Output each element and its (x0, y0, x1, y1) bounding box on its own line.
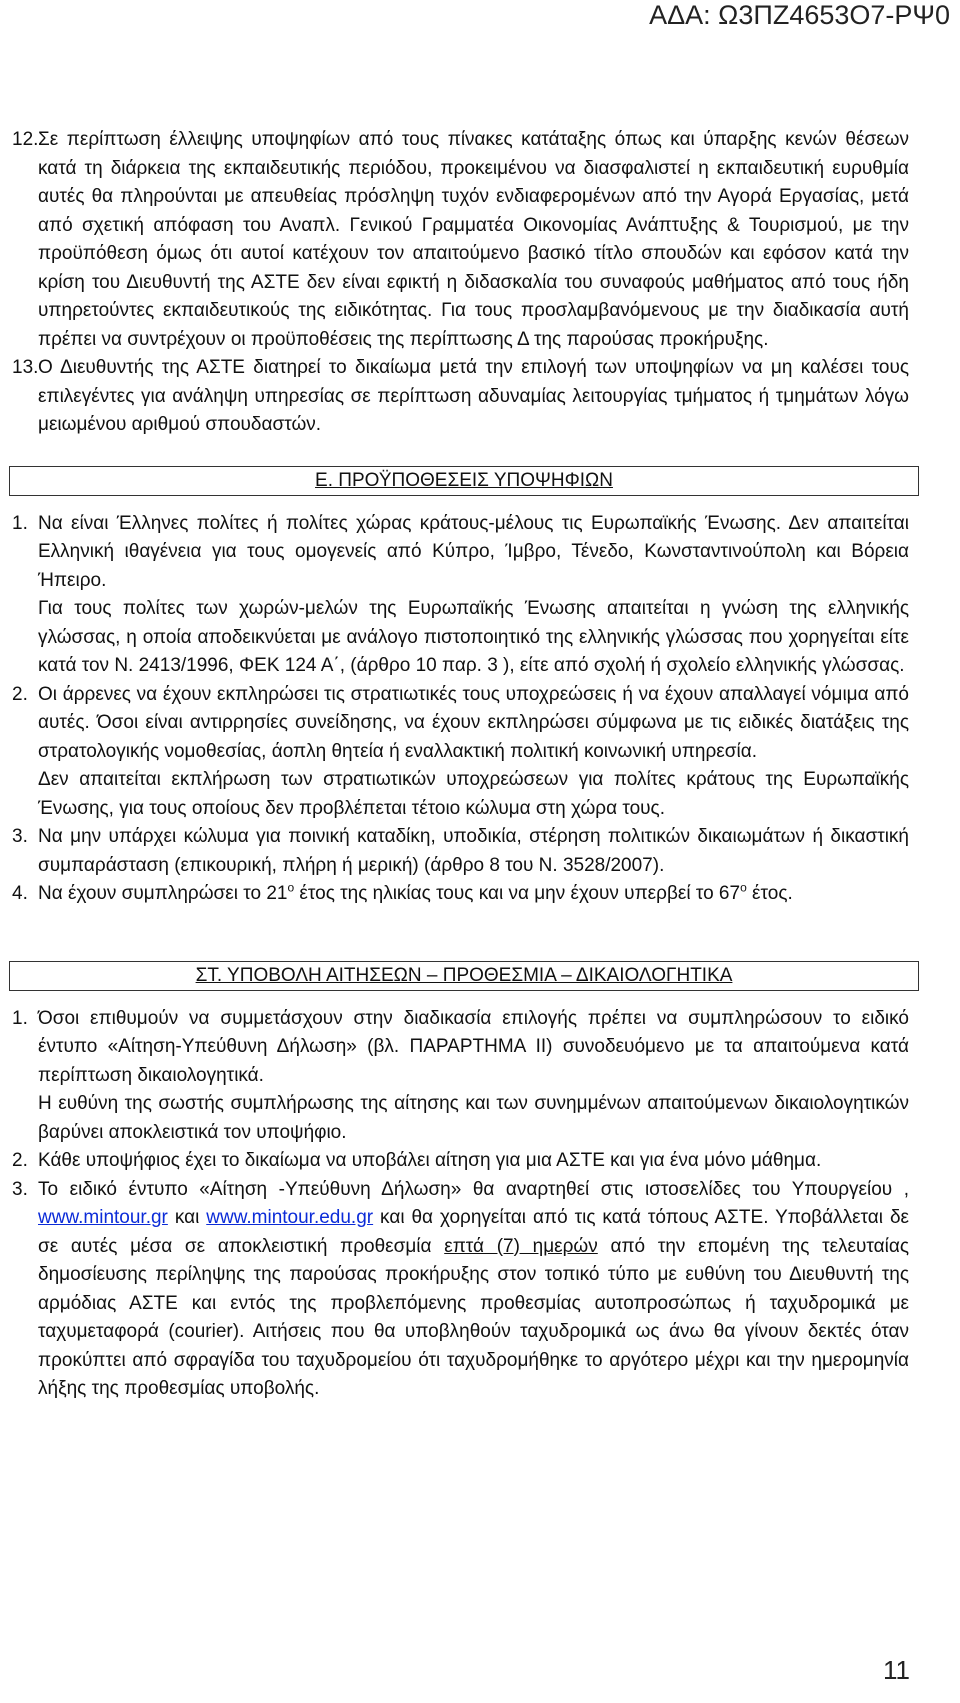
document-body (12, 126, 909, 1404)
item-number: 3. (12, 826, 28, 847)
item-text: Να μην υπάρχει κώλυμα για ποινική καταδίκη, υποδικία, στέρηση πολιτικών δικαιωμάτων ή δικαστική συμπαράσταση (επικουρική, πλήρη ή μερική) (άρθρο 8 του Ν. 3528/2007). (38, 826, 909, 876)
superscript: ο (287, 880, 295, 895)
clause-number: 13. (12, 357, 39, 378)
ada-code: ΑΔΑ: Ω3ΠΖ4653Ο7-ΡΨ0 (649, 0, 950, 30)
item-text: και (167, 1207, 207, 1228)
section-st-title: ΣΤ. ΥΠΟΒΟΛΗ ΑΙΤΗΣΕΩΝ – ΠΡΟΘΕΣΜΙΑ – ΔΙΚΑΙΟΛΟΓΗΤΙΚΑ (195, 964, 733, 986)
section-st-list (12, 1005, 909, 1404)
section-e-list (12, 510, 909, 909)
clause-number: 12. (12, 129, 39, 150)
item-number: 2. (12, 683, 28, 705)
deadline-text: επτά (7) ημερών (444, 1235, 598, 1257)
list-item (12, 1176, 909, 1404)
item-text: Οι άρρενες να έχουν εκπληρώσει τις στρατιωτικές τους υποχρεώσεις ή να έχουν απαλλαγεί νόμιμα από αυτές. Όσοι είναι αντιρρησίες συνείδησης, να έχουν εκπληρώσει σύμφωνα με τις ειδικές διατάξεις της στρατολογικής νομοθεσίας, άοπλη θητεία ή εναλλακτική πολιτική κοινωνική υπηρεσία. (38, 683, 909, 762)
list-item (12, 510, 909, 681)
item-text: έτος της ηλικίας τους και να μην έχουν υπερβεί το 67 (294, 883, 741, 904)
mintour-link[interactable]: www.mintour.gr (38, 1207, 168, 1228)
item-text: και θα χορηγείται από τις κατά τόπους ΑΣΤΕ. Υποβάλλεται δε σε αυτές μέσα σε αποκλειστική προθεσμία (38, 1207, 909, 1257)
item-extra-text: Για τους πολίτες των χωρών-μελών της Ευρωπαϊκής Ένωσης απαιτείται η γνώση της ελληνικής γλώσσας, η οποία αποδεικνύεται με ανάλογο πιστοποιητικό της ελληνικής γλώσσας που χορηγείται είτε κατά τον Ν. 2413/1996, ΦΕΚ 124 Α΄, (άρθρο 10 παρ. 3 ), είτε από σχολή ή σχολείο ελληνικής γλώσσας. (38, 598, 909, 676)
item-text: έτος. (746, 883, 793, 904)
list-item (12, 880, 909, 909)
item-number: 1. (12, 512, 28, 534)
clause-text: Ο Διευθυντής της ΑΣΤΕ διατηρεί το δικαίωμα μετά την επιλογή των υποψηφίων να μη καλέσει τους επιλεγέντες για ανάληψη υπηρεσίας σε περίπτωση αδυναμίας λειτουργίας τμήματος ή τμημάτων λόγω μειωμένου αριθμού σπουδαστών. (38, 357, 909, 435)
section-e-heading (9, 466, 919, 496)
item-number: 1. (12, 1007, 28, 1029)
item-number: 4. (12, 883, 28, 904)
list-item (12, 823, 909, 880)
list-item (12, 1147, 909, 1176)
item-text: Κάθε υποψήφιος έχει το δικαίωμα να υποβάλει αίτηση για μια ΑΣΤΕ και για ένα μόνο μάθημα. (38, 1150, 822, 1171)
item-number: 2. (12, 1150, 28, 1171)
superscript: ο (740, 880, 747, 895)
item-extra-text: Η ευθύνη της σωστής συμπλήρωσης της αίτησης και των συνημμένων απαιτούμενων δικαιολογητικών βαρύνει αποκλειστικά τον υποψήφιο. (38, 1093, 909, 1143)
item-number: 3. (12, 1178, 28, 1200)
item-text: Να είναι Έλληνες πολίτες ή πολίτες χώρας κράτους-μέλους τις Ευρωπαϊκής Ένωσης. Δεν απαιτείται Ελληνική ιθαγένεια για τους ομογενείς από Κύπρο, Ίμβρο, Τένεδο, Κωνσταντινούπολη και Βόρεια Ήπειρο. (38, 512, 909, 591)
list-item (12, 1005, 909, 1148)
clause-12 (12, 126, 909, 354)
item-text: Το ειδικό έντυπο «Αίτηση -Υπεύθυνη Δήλωση» θα αναρτηθεί στις ιστοσελίδες του Υπουργείου , (38, 1178, 909, 1200)
clause-text: Σε περίπτωση έλλειψης υποψηφίων από τους πίνακες κατάταξης όπως και ύπαρξης κενών θέσεων κατά τη διάρκεια της εκπαιδευτικής περιόδου, προκειμένου να διασφαλιστεί η εκπαιδευτική ευρυθμία αυτές θα πληρούνται με απευθείας πρόσληψη τυχόν ενδιαφερομένων από την Αγορά Εργασίας, μετά από σχετική απόφαση του Αναπλ. Γενικού Γραμματέα Οικονομίας Ανάπτυξης & Τουρισμού, με την προϋπόθεση όμως ότι αυτοί κατέχουν τον απαιτούμενο βασικό τίτλο σπουδών και εφόσον κατά την κρίση του Διευθυντή της ΑΣΤΕ δεν είναι εφικτή η διδασκαλία του συναφούς μαθήματος από τους ήδη υπηρετούντες εκπαιδευτικούς της ειδικότητας. Για τους προσλαμβανόμενους με την διαδικασία αυτή πρέπει να συντρέχουν οι προϋποθέσεις της περίπτωσης Δ της παρούσας προκήρυξης. (38, 129, 909, 350)
clause-13 (12, 354, 909, 440)
item-extra-text: Δεν απαιτείται εκπλήρωση των στρατιωτικών υποχρεώσεων για πολίτες κράτους της Ευρωπαϊκής Ένωσης, για τους οποίους δεν προβλέπεται τέτοιο κώλυμα στη χώρα τους. (38, 769, 909, 819)
list-item (12, 681, 909, 824)
item-text: Όσοι επιθυμούν να συμμετάσχουν στην διαδικασία επιλογής πρέπει να συμπληρώσουν το ειδικό έντυπο «Αίτηση-Υπεύθυνη Δήλωση» (βλ. ΠΑΡΑΡΤΗΜΑ ΙΙ) συνοδευόμενο με τα απαιτούμενα κατά περίπτωση δικαιολογητικά. (38, 1007, 909, 1086)
page-number: 11 (883, 1655, 910, 1685)
item-text: Να έχουν συμπληρώσει το 21 (38, 883, 288, 904)
section-e-title: Ε. ΠΡΟΫΠΟΘΕΣΕΙΣ ΥΠΟΨΗΦΙΩΝ (315, 469, 613, 491)
item-text: από την επομένη της τελευταίας δημοσίευσης περίληψης της παρούσας προκήρυξης στον τοπικό τύπο με ευθύνη του Διευθυντή της αρμόδιας ΑΣΤΕ και εντός της προβλεπόμενης προθεσμίας αυτοπροσώπως ή ταχυδρομικά με ταχυμεταφορά (courier). Αιτήσεις που θα υποβληθούν ταχυδρομικά ως άνω θα γίνουν δεκτές όταν προκύπτει από σφραγίδα του ταχυδρομείου ότι ταχυδρομήθηκε το αργότερο μέχρι και την ημερομηνία λήξης της προθεσμίας υποβολής. (38, 1235, 909, 1399)
section-st-heading (9, 961, 919, 991)
mintour-edu-link[interactable]: www.mintour.edu.gr (206, 1207, 374, 1228)
